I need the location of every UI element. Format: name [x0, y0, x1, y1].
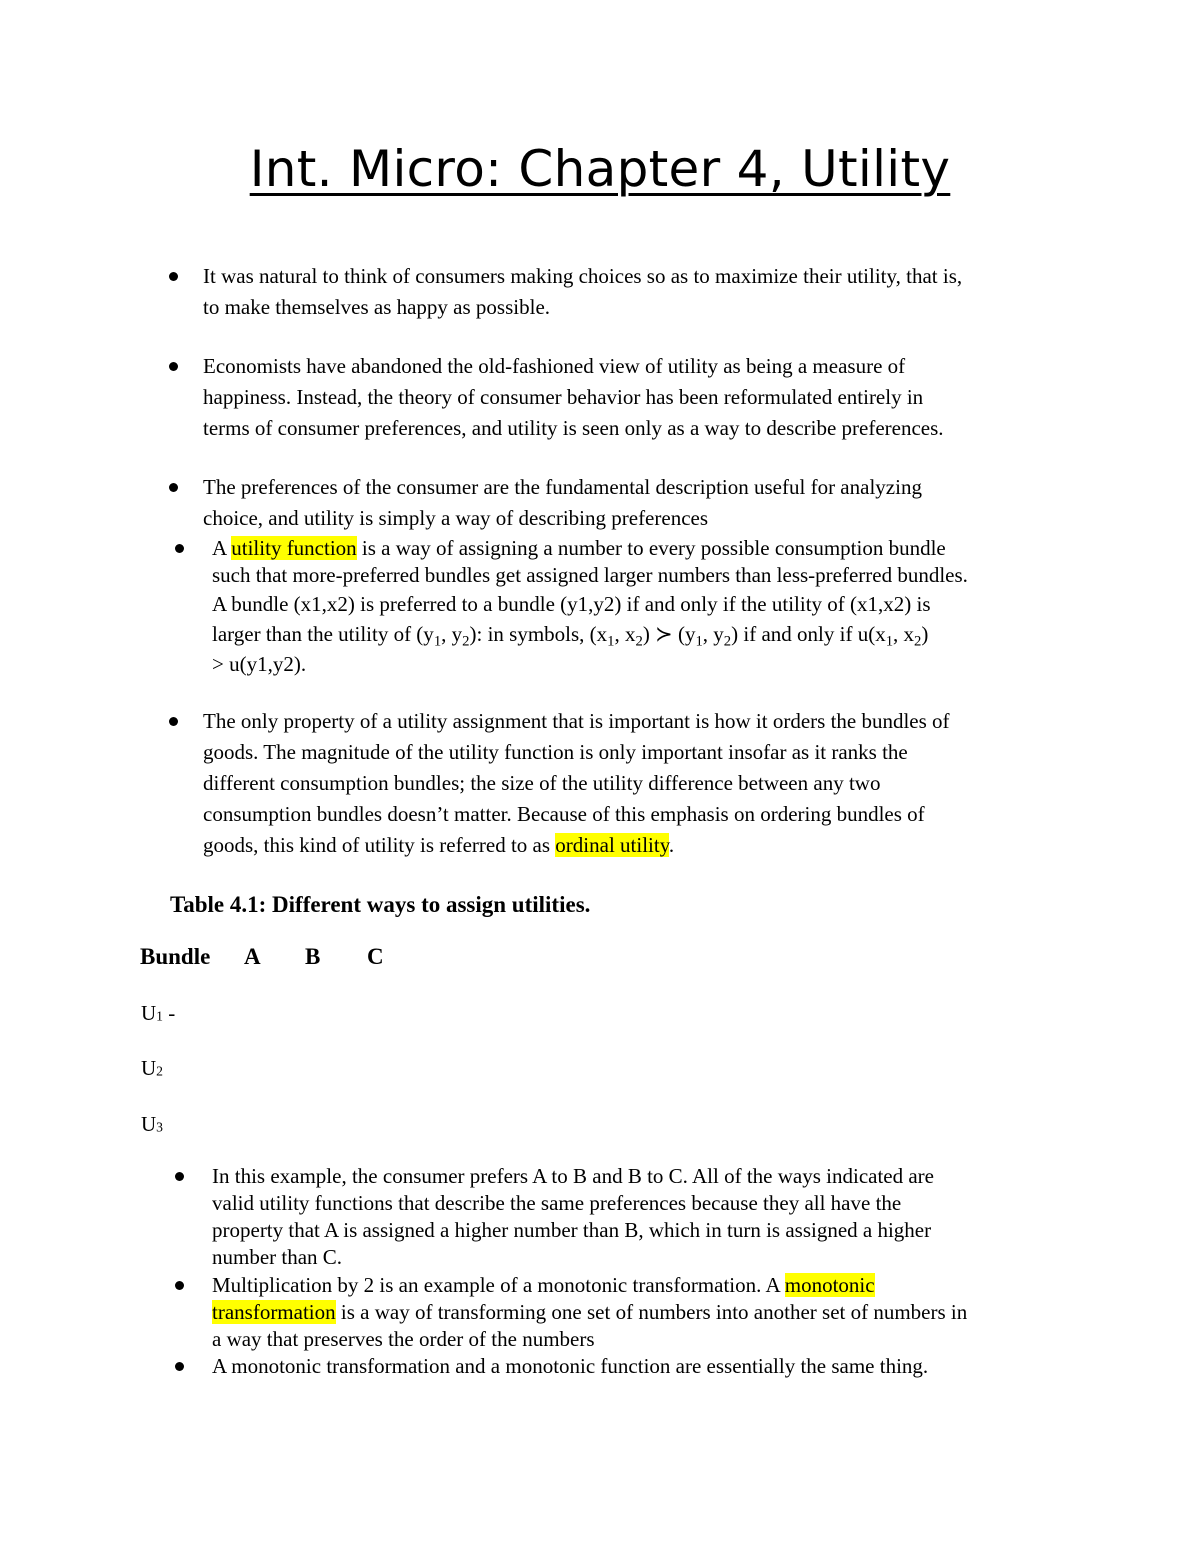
- table-header-cell: B: [305, 944, 321, 969]
- bullet-icon: [169, 483, 178, 492]
- formula-text: larger than the utility of (y: [212, 622, 434, 646]
- table-row: [141, 1001, 175, 1026]
- list-item-text: valid utility functions that describe the same preferences because they all have the: [212, 1191, 902, 1215]
- highlighted-term: transformation: [212, 1300, 336, 1324]
- list-item-text: Economists have abandoned the old-fashioned view of utility as being a measure of: [203, 354, 906, 378]
- subscript: 1: [433, 633, 442, 650]
- formula-text: , x: [893, 622, 915, 646]
- list-item-text: such that more-preferred bundles get assigned larger numbers than less-preferred bundles.: [212, 563, 968, 587]
- formula-line: [212, 621, 968, 648]
- formula-text: ) ≻ (y: [642, 622, 696, 646]
- list-item-text: .: [668, 833, 675, 857]
- table-header-cell: Bundle: [140, 944, 211, 969]
- bullet-icon: [175, 1362, 184, 1371]
- table-caption: Table 4.1: Different ways to assign utilities.: [170, 892, 591, 917]
- highlighted-term: monotonic: [784, 1273, 875, 1297]
- list-item-text: The only property of a utility assignment that is important is how it orders the bundles of: [203, 709, 950, 733]
- highlighted-term: ordinal utility: [555, 833, 669, 857]
- list-item-text: a way that preserves the order of the numbers: [212, 1327, 595, 1351]
- formula-text: , x: [614, 622, 636, 646]
- list-item-text: A monotonic transformation and a monotonic function are essentially the same thing.: [212, 1354, 929, 1378]
- list-item-text: > u(y1,y2).: [212, 652, 307, 676]
- row-value: -: [163, 1001, 176, 1025]
- subscript: 1: [156, 1008, 163, 1024]
- list-item-text: In this example, the consumer prefers A to B and B to C. All of the ways indicated are: [212, 1164, 934, 1188]
- row-label: U: [141, 1001, 157, 1025]
- list-item-text: A: [212, 536, 232, 560]
- formula-text: , y: [441, 622, 463, 646]
- list-item-text: consumption bundles doesn’t matter. Because of this emphasis on ordering bundles of: [203, 802, 925, 826]
- row-label: U: [141, 1112, 157, 1136]
- subscript: 2: [462, 633, 470, 650]
- list-item-text: goods. The magnitude of the utility function is only important insofar as it ranks the: [203, 740, 908, 764]
- list-item-text: terms of consumer preferences, and utility is seen only as a way to describe preferences.: [203, 416, 944, 440]
- bullet-icon: [169, 362, 178, 371]
- subscript: 3: [156, 1119, 163, 1135]
- list-item-text: A bundle (x1,x2) is preferred to a bundle (y1,y2) if and only if the utility of (x1,x2) is: [212, 592, 931, 616]
- list-item-text: different consumption bundles; the size of the utility difference between any two: [203, 771, 881, 795]
- list-item-text: number than C.: [212, 1245, 343, 1269]
- bullet-icon: [175, 544, 184, 553]
- bullet-icon: [175, 1281, 184, 1290]
- subscript: 2: [156, 1063, 163, 1079]
- list-item-text: It was natural to think of consumers making choices so as to maximize their utility, that is,: [203, 264, 963, 288]
- list-item-text: choice, and utility is simply a way of describing preferences: [203, 506, 709, 530]
- formula-text: ) if and only if u(x: [731, 622, 886, 646]
- table-row: [141, 1112, 163, 1137]
- table-row: [141, 1056, 163, 1081]
- bullet-icon: [175, 1172, 184, 1181]
- subscript: 2: [635, 633, 643, 650]
- subscript: 1: [607, 633, 615, 650]
- subscript: 2: [914, 633, 922, 650]
- subscript: 2: [723, 633, 732, 650]
- table-header-cell: C: [367, 944, 384, 969]
- subscript: 1: [695, 633, 703, 650]
- list-item-text: is a way of transforming one set of numbers into another set of numbers in: [335, 1300, 968, 1324]
- table-header-cell: A: [244, 944, 261, 969]
- list-item-text: The preferences of the consumer are the fundamental description useful for analyzing: [203, 475, 922, 499]
- page-title: Int. Micro: Chapter 4, Utility: [249, 140, 951, 198]
- row-label: U: [141, 1056, 157, 1080]
- list-item-text: goods, this kind of utility is referred to as: [203, 833, 556, 857]
- list-item-text: Multiplication by 2 is an example of a monotonic transformation. A: [212, 1273, 785, 1297]
- formula-text: , y: [702, 622, 724, 646]
- subscript: 1: [885, 633, 894, 650]
- list-item-text: is a way of assigning a number to every possible consumption bundle: [356, 536, 946, 560]
- list-item-text: property that A is assigned a higher number than B, which in turn is assigned a higher: [212, 1218, 932, 1242]
- formula-text: ): [921, 622, 929, 646]
- highlighted-term: utility function: [231, 536, 357, 560]
- list-item-text: happiness. Instead, the theory of consumer behavior has been reformulated entirely in: [203, 385, 924, 409]
- bullet-icon: [169, 272, 178, 281]
- bullet-icon: [169, 717, 178, 726]
- list-item-text: to make themselves as happy as possible.: [203, 295, 551, 319]
- formula-text: ): in symbols, (x: [469, 622, 608, 646]
